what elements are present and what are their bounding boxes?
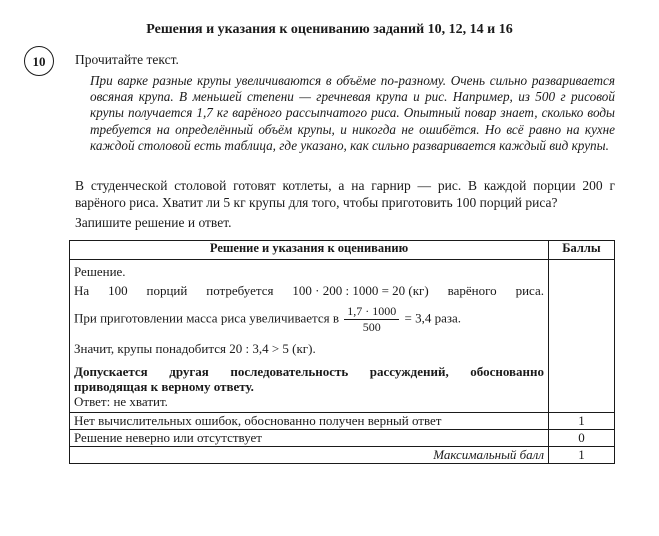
line2-suffix: = 3,4 раза. <box>404 310 462 326</box>
table-header-row <box>70 241 615 260</box>
solution-word: порций <box>146 283 188 298</box>
header-points: Баллы <box>549 241 615 260</box>
reading-text: При варке разные крупы увеличиваются в объёме по-разному. Очень сильно разваривается овсяная крупа. В меньшей степени — гречневая крупа и рис. Например, из 500 г рисовой крупы получается 1,7 кг варёного рассыпчатого риса. Опытный повар знает, сколько воды требуется на определённый объём крупы, и никогда не ошибётся. Но всё равно на кухне каждой столовой есть таблица, где указано, как сильно разваривается каждый вид крупы. <box>90 73 615 153</box>
max-score-label: Максимальный балл <box>70 447 549 464</box>
solution-word: 100 <box>108 283 128 298</box>
fraction-denominator: 500 <box>362 320 381 334</box>
task-prompt: Прочитайте текст. <box>75 52 179 67</box>
grading-note: Допускается другая последовательность рассуждений, обоснованно приводящая к верному ответу. <box>74 364 544 394</box>
solution-cell <box>70 260 549 413</box>
solution-formula: 100 · 200 : 1000 = 20 (кг) <box>292 283 429 298</box>
solution-label: Решение. <box>74 264 126 279</box>
solution-word: риса. <box>515 283 544 298</box>
solution-answer: Ответ: не хватит. <box>74 394 168 409</box>
criteria-text: Нет вычислительных ошибок, обоснованно получен верный ответ <box>70 413 549 430</box>
solution-word: потребуется <box>206 283 274 298</box>
criteria-text: Решение неверно или отсутствует <box>70 430 549 447</box>
solution-word: варёного <box>447 283 497 298</box>
max-score-row <box>70 447 615 464</box>
criteria-row <box>70 430 615 447</box>
criteria-row <box>70 413 615 430</box>
solution-row <box>70 260 615 413</box>
task-number-badge: 10 <box>24 46 54 76</box>
fraction-numerator: 1,7 · 1000 <box>344 304 399 320</box>
header-solution: Решение и указания к оцениванию <box>70 241 549 260</box>
grading-table <box>69 240 615 464</box>
task-question: В студенческой столовой готовят котлеты, а на гарнир — рис. В каждой порции 200 г варёного риса. Хватит ли 5 кг крупы для того, чтобы приготовить 100 порций риса? <box>75 178 615 210</box>
solution-line-2 <box>74 304 544 335</box>
criteria-points: 1 <box>549 413 615 430</box>
solution-word: На <box>74 283 90 298</box>
max-score-value: 1 <box>549 447 615 464</box>
fraction <box>344 304 399 335</box>
page-title: Решения и указания к оцениванию заданий 10, 12, 14 и 16 <box>146 22 513 37</box>
criteria-points: 0 <box>549 430 615 447</box>
solution-line-1 <box>74 281 544 300</box>
solution-line-3: Значит, крупы понадобится 20 : 3,4 > 5 (кг). <box>74 341 316 356</box>
line2-prefix: При приготовлении масса риса увеличивается в <box>74 310 339 326</box>
solution-points-cell <box>549 260 615 413</box>
task-instruction: Запишите решение и ответ. <box>75 215 232 230</box>
